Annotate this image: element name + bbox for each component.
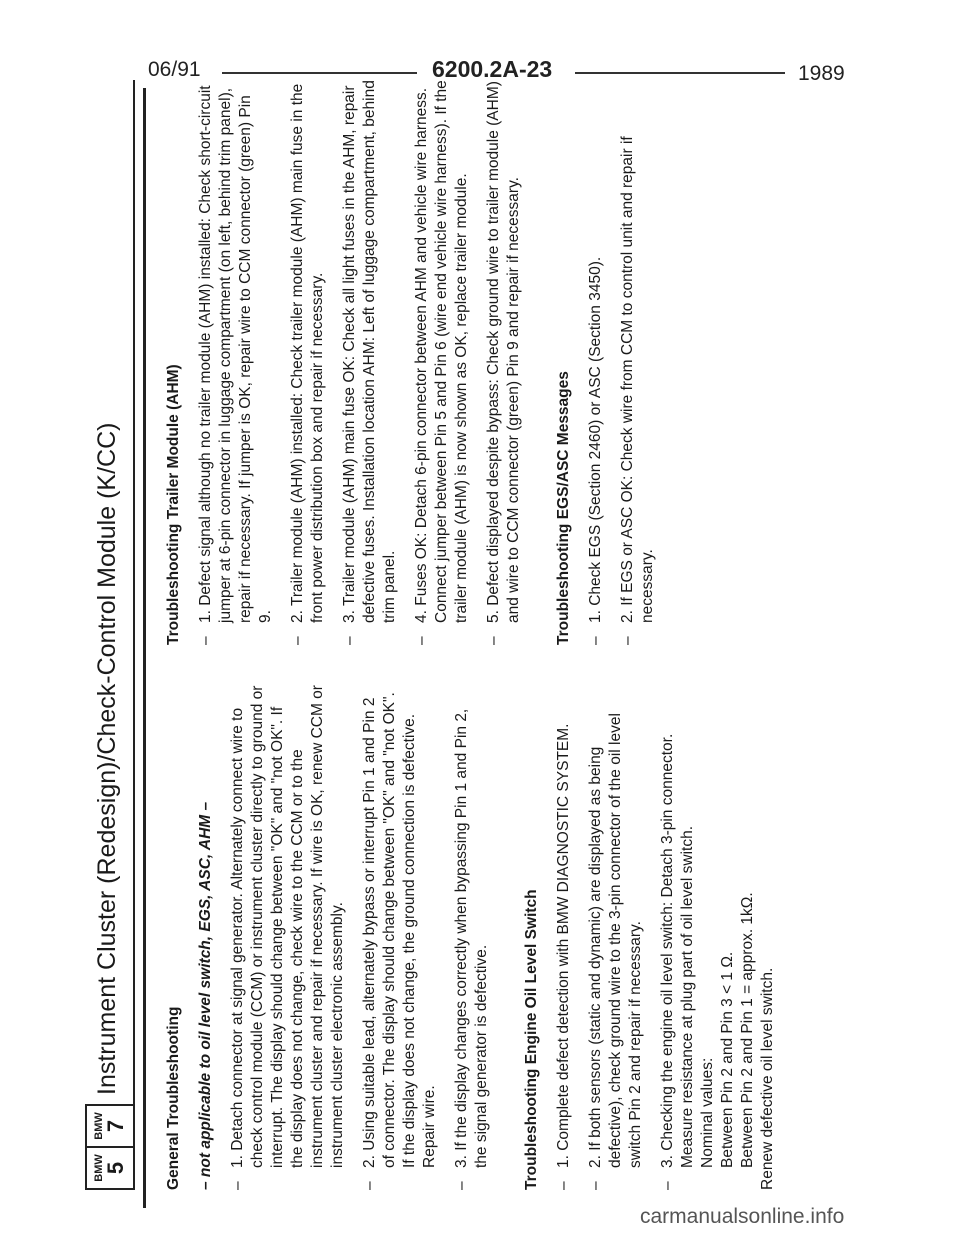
section-heading-general: General Troubleshooting (165, 1006, 182, 1190)
resistance-value-1: Between Pin 2 and Pin 3 < 1 Ω. (719, 951, 736, 1168)
left-column (164, 685, 778, 1190)
series-number: 7 (103, 1119, 128, 1133)
list-item: – 1. Complete defect detection with BMW DIAGNOSTIC SYSTEM. (555, 723, 572, 1190)
list-item: – 5. Defect displayed despite bypass: Check ground wire to trailer module (AHM) and wire to CCM connector (green) Pin 9 and repair if necessary. (485, 81, 522, 645)
list-item: – 2. If EGS or ASC OK: Check wire from CCM to control unit and repair if necessary. (619, 136, 656, 645)
list-item: – 3. If the display changes correctly when bypassing Pin 1 and Pin 2, the signal generator is defective. (453, 708, 490, 1190)
list-item: – 2. Trailer module (AHM) installed: Check trailer module (AHM) main fuse in the front power distribution box and repair if necessary. (289, 83, 326, 645)
list-item: – 3. Checking the engine oil level switch: Detach 3-pin connector. Measure resistance at plug part of oil level switch. Nominal values: Between Pin 2 and Pin 3 < 1 Ω. Between Pin 2 and Pin 1 = approx. 1kΩ. (658, 685, 758, 1190)
bmw-word: BMW (93, 1112, 105, 1140)
list-item: – 4. Fuses OK: Detach 6-pin connector between AHM and vehicle wire harness. Connect jumper between Pin 5 and Pin 6 (wire end vehicle wire harness). If the trailer module (AHM) is now shown as OK, replace trailer module. (413, 80, 470, 645)
right-column (164, 80, 670, 645)
section-note: – not applicable to oil level switch, EGS, ASC, AHM – (197, 801, 214, 1190)
bmw-word: BMW (93, 1154, 105, 1182)
list-item: – 2. Using suitable lead, alternately bypass or interrupt Pin 1 and Pin 2 of connector. The display should change between "OK" and "not OK". If the display does not change, the ground connection is defective. Repair wire. (361, 692, 438, 1190)
bmw-series-logo (85, 1104, 135, 1190)
bmw-5-series-badge (87, 1146, 133, 1188)
list-item: – 1. Detach connector at signal generator. Alternately connect wire to check control module (CCM) or instrument cluster directly to ground or interrupt. The display should change between "OK" and "not OK". If the display does not change, check wire to the CCM or to the instrument cluster and repair if necessary. If wire is OK, renew CCM or instrument cluster electronic assembly. (229, 685, 346, 1190)
list-item: – 2. If both sensors (static and dynamic) are displayed as being defective), check ground wire to the 3-pin connector of the oil level switch Pin 2 and repair if necessary. (587, 713, 644, 1190)
list-item: – 1. Defect signal although no trailer module (AHM) installed: Check short-circuit jumper at 6-pin connector in luggage compartment (on left, behind trim panel), repair if necessary. If jumper is OK, repair wire to CCM connector (green) Pin 9. (197, 85, 274, 645)
page-year: 1989 (798, 62, 845, 85)
resistance-value-2: Between Pin 2 and Pin 1 = approx. 1kΩ. (739, 892, 756, 1168)
renew-instruction: Renew defective oil level switch. (759, 967, 776, 1190)
watermark-text: carmanualsonline.info (640, 1205, 845, 1228)
page-date: 06/91 (148, 58, 201, 81)
section-heading-trailer: Troubleshooting Trailer Module (AHM) (165, 364, 182, 645)
title-rule (133, 80, 135, 1104)
page-code: 6200.2A-23 (432, 56, 553, 82)
list-item: – 1. Check EGS (Section 2460) or ASC (Section 3450). (587, 256, 604, 645)
nominal-values-label: Nominal values: (699, 1057, 716, 1168)
section-heading-oil-level: Troubleshooting Engine Oil Level Switch (523, 889, 540, 1190)
series-number: 5 (103, 1161, 128, 1175)
rotated-page-body (79, 60, 879, 1190)
list-item: – 3. Trailer module (AHM) main fuse OK: Check all light fuses in the AHM, repair defective fuses. Installation location AHM: Left of luggage compartment, behind trim panel. (341, 80, 398, 645)
bmw-7-series-badge (87, 1106, 133, 1146)
section-heading-egs-asc: Troubleshooting EGS/ASC Messages (555, 371, 572, 645)
title-row (79, 80, 141, 1190)
document-title: Instrument Cluster (Redesign)/Check-Control Module (K/CC) (93, 422, 121, 1095)
